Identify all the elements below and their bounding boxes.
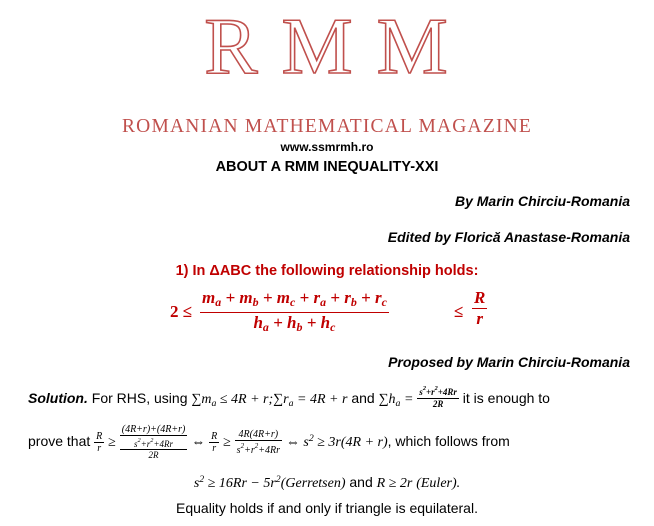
problem-intro: 1) In ΔABC the following relationship holds: <box>175 263 479 279</box>
solution-label: Solution. <box>28 390 88 406</box>
equality-line: Equality holds if and only if triangle is equilateral. <box>176 500 478 516</box>
euler-label: (Euler). <box>416 476 461 491</box>
solution-line-1: Solution. For RHS, using $\sum m_a \le 4R$ + $r;\sum r_a = 4R + r$ and $\sum h_a$ = $\frac{s^2+r^2+4Rr}{2R}$ it is enough to <box>28 384 550 409</box>
solution-text-3: prove that <box>28 433 91 449</box>
website-url[interactable]: www.ssmrmh.ro <box>280 140 374 154</box>
solution-text-1: For RHS, using <box>91 390 188 406</box>
rmm-logo: R M M <box>204 3 450 91</box>
proposed-line: Proposed by Marin Chirciu-Romania <box>388 354 630 370</box>
problem-statement <box>0 262 654 280</box>
solution-text-2: it is enough to <box>462 390 550 406</box>
magazine-name: ROMANIAN MATHEMATICAL MAGAZINE <box>121 116 533 137</box>
author-line: By Marin Chirciu-Romania <box>454 193 630 209</box>
solution-text-4: , which follows from <box>387 433 510 449</box>
editor-line: Edited by Florică Anastase-Romania <box>387 229 630 245</box>
and-word: and <box>349 474 373 490</box>
solution-line-2: prove that $\frac{R}{r}$ ≥ (4R+r)+(4R+r) $s^2+r^2+4Rr$ 2R ⇔ $\frac{R}{r}$ ≥ $\frac{4R(4R+r)}{s^2+r^2+4Rr}$ ⇔ $s^2 \ge 3r(4R + r)$, which follows from <box>28 424 510 460</box>
article-title: ABOUT A RMM INEQUALITY-XXI <box>215 159 439 175</box>
gerretsen-label: (Gerretsen) <box>280 476 346 491</box>
main-inequality: 2 ≤ $\frac{m_a + m_b + m_c + r_a + r_b + r_c}{h_a + h_b + h_c}$ ≤ $\frac{R}{r}$ <box>170 288 486 334</box>
solution-line-3: $s^2 \ge 16Rr$ − $5r^2(Gerretsen)$ and R ≥ 2r (Euler). <box>193 474 461 491</box>
